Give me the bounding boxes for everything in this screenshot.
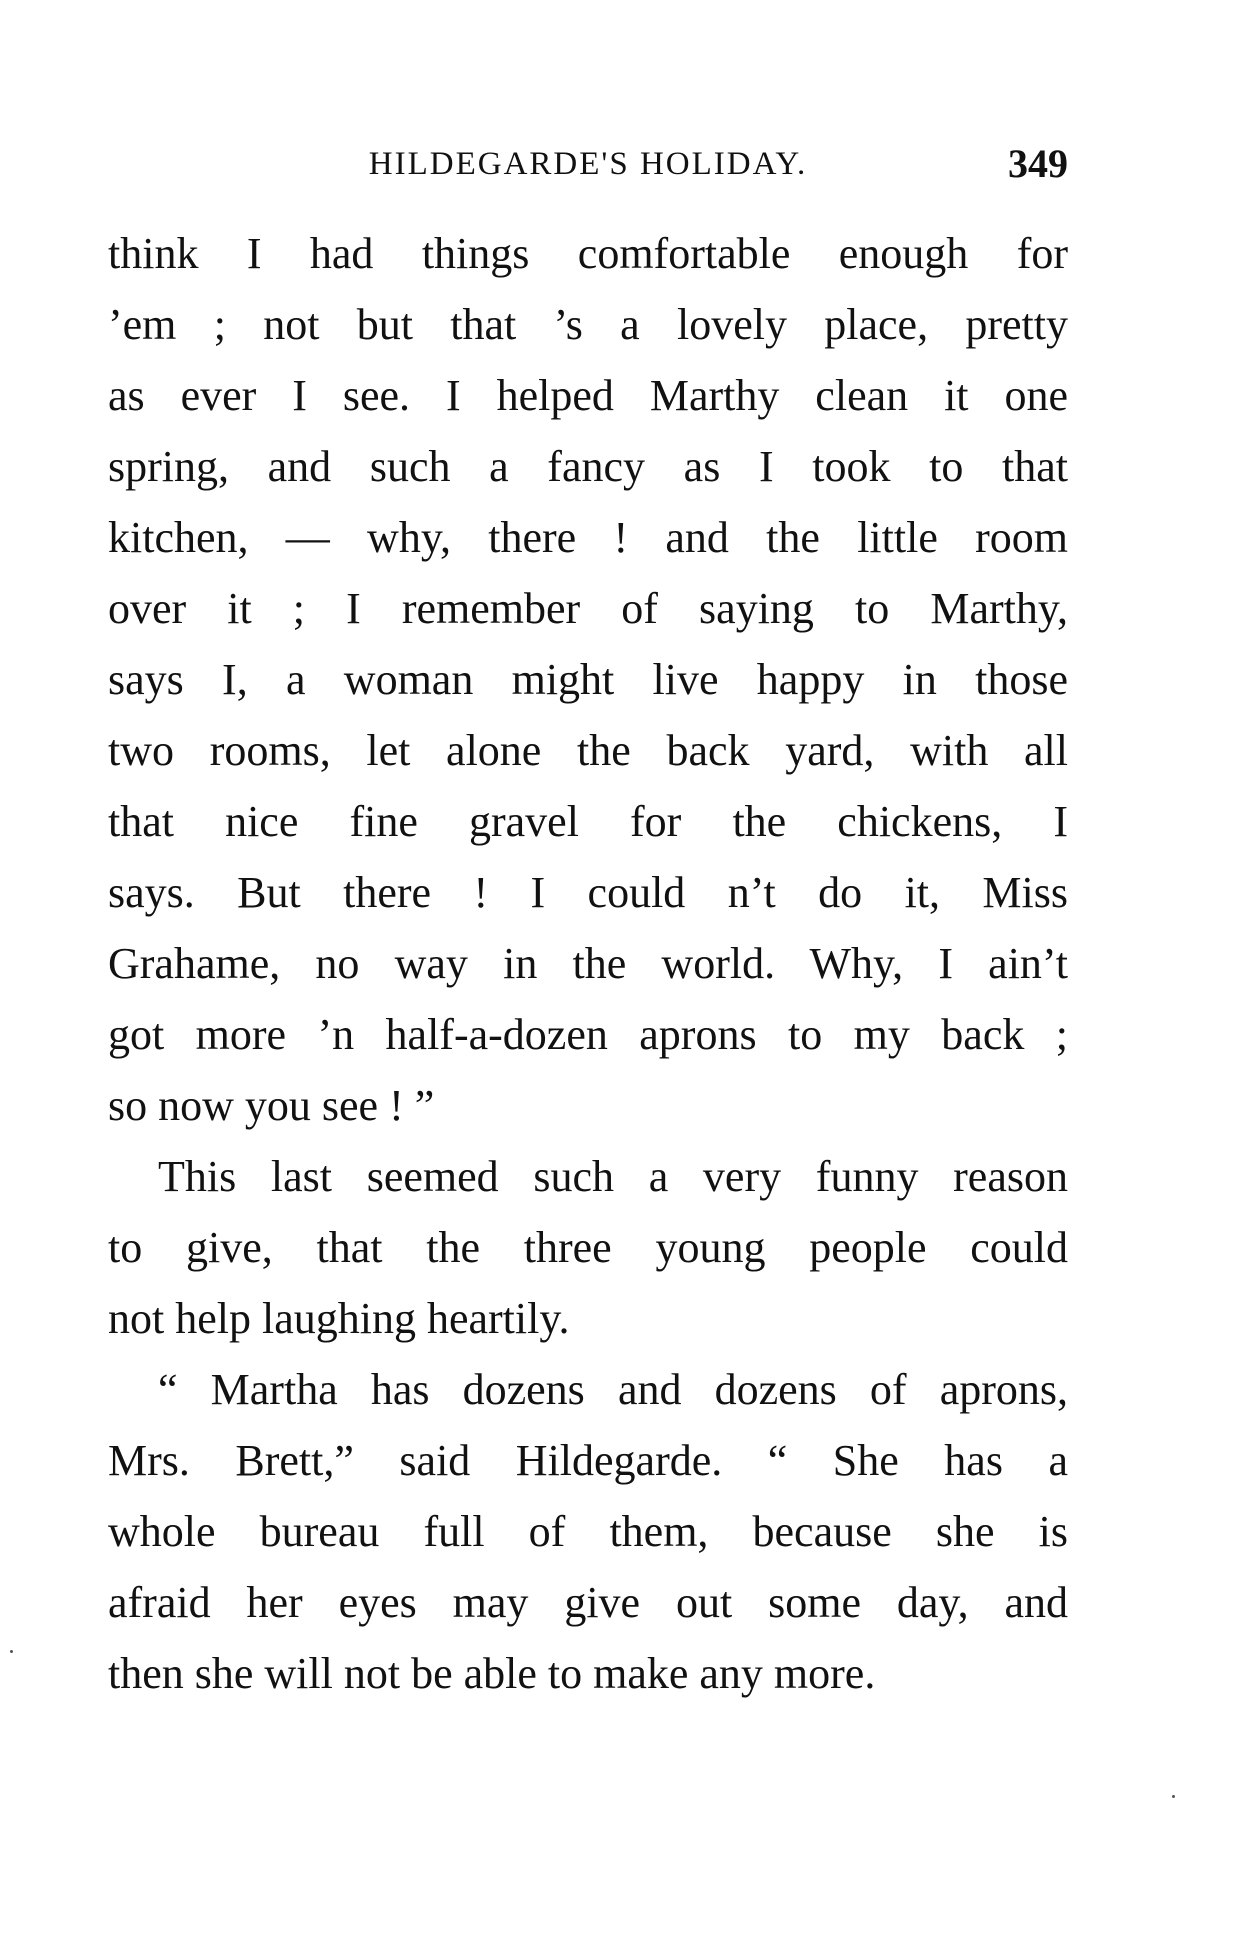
running-head xyxy=(108,140,1068,190)
text-line: “ Martha has dozens and dozens of aprons, xyxy=(158,1365,1068,1414)
text-line: spring, and such a fancy as I took to that xyxy=(108,442,1068,491)
page-number: 349 xyxy=(1008,141,1068,186)
text-line: that nice fine gravel for the chickens, I xyxy=(108,797,1068,846)
paper-speck xyxy=(10,1650,13,1653)
text-line: then she will not be able to make any more. xyxy=(108,1649,876,1698)
text-line: as ever I see. I helped Marthy clean it one xyxy=(108,371,1068,420)
body-text xyxy=(108,218,1068,1709)
text-line: think I had things comfortable enough for xyxy=(108,229,1068,278)
text-line: whole bureau full of them, because she is xyxy=(108,1507,1068,1556)
text-line: over it ; I remember of saying to Marthy, xyxy=(108,584,1068,633)
paragraph-3 xyxy=(108,1354,1068,1709)
text-line: says I, a woman might live happy in those xyxy=(108,655,1068,704)
text-line: ’em ; not but that ’s a lovely place, pretty xyxy=(108,300,1068,349)
running-title: HILDEGARDE'S HOLIDAY. xyxy=(368,146,808,182)
text-line: got more ’n half-a-dozen aprons to my back ; xyxy=(108,1010,1068,1059)
text-line: kitchen, — why, there ! and the little room xyxy=(108,513,1068,562)
text-line: Grahame, no way in the world. Why, I ain’t xyxy=(108,939,1068,988)
paper-speck xyxy=(1172,1795,1175,1798)
paragraph-2 xyxy=(108,1141,1068,1354)
text-line: not help laughing heartily. xyxy=(108,1294,570,1343)
text-line: two rooms, let alone the back yard, with all xyxy=(108,726,1068,775)
text-line: so now you see ! ” xyxy=(108,1081,435,1130)
text-line: afraid her eyes may give out some day, and xyxy=(108,1578,1068,1627)
text-line: says. But there ! I could n’t do it, Miss xyxy=(108,868,1068,917)
text-line: Mrs. Brett,” said Hildegarde. “ She has a xyxy=(108,1436,1068,1485)
text-line: to give, that the three young people could xyxy=(108,1223,1068,1272)
paragraph-1 xyxy=(108,218,1068,1141)
text-line: This last seemed such a very funny reason xyxy=(158,1152,1068,1201)
